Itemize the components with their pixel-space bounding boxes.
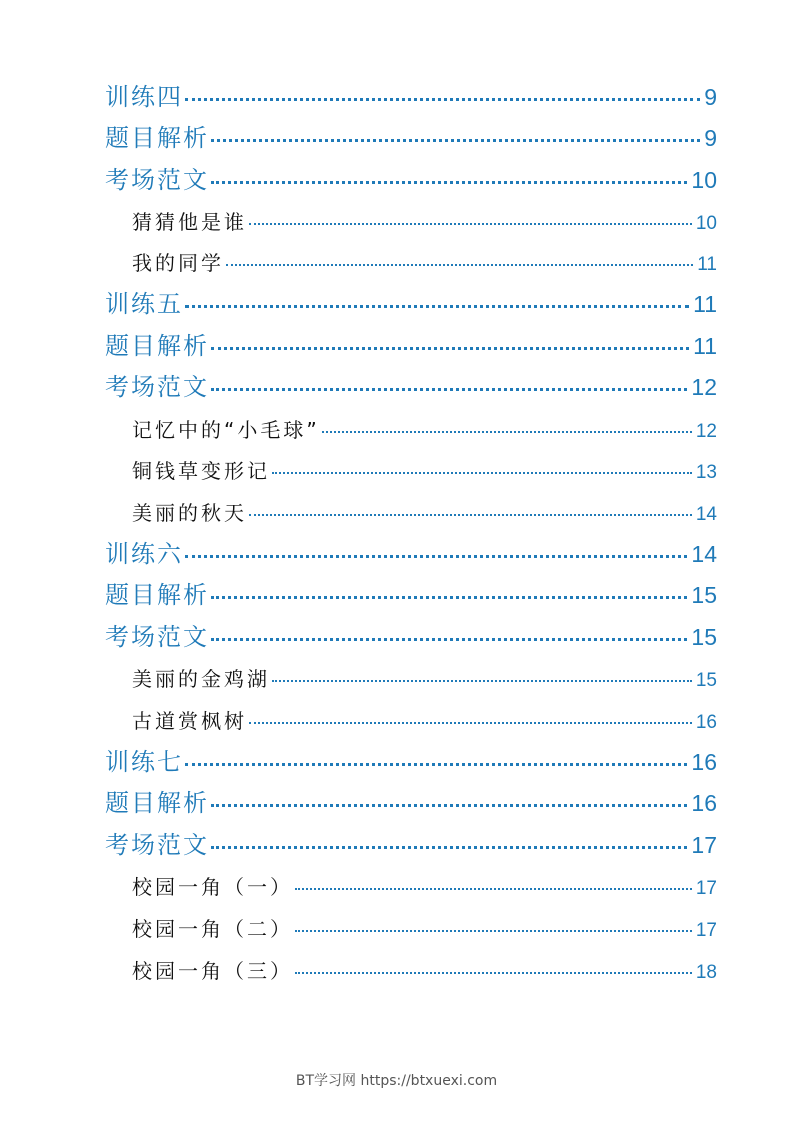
toc-entry-label: 考场范文 [105, 623, 209, 651]
toc-page-number: 11 [693, 333, 717, 359]
dot-leader [249, 708, 692, 728]
toc-page-number: 14 [691, 541, 717, 567]
toc-entry-analysis[interactable] [105, 575, 717, 610]
dot-leader [211, 787, 687, 811]
dot-leader [295, 958, 692, 978]
dot-leader [185, 288, 689, 312]
toc-entry-label: 训练五 [105, 290, 183, 318]
toc-entry-label: 题目解析 [105, 581, 209, 609]
dot-leader [211, 829, 687, 853]
toc-entry-label: 训练六 [105, 540, 183, 568]
toc-page-number: 16 [695, 712, 717, 733]
toc-entry-label: 我的同学 [132, 251, 224, 275]
toc-page-number: 9 [704, 125, 717, 151]
dot-leader [211, 621, 687, 645]
toc-page-number: 15 [695, 670, 717, 691]
toc-page-number: 17 [695, 878, 717, 899]
toc-entry-label: 铜钱草变形记 [132, 459, 270, 483]
dot-leader [249, 500, 692, 520]
toc-entry-label: 题目解析 [105, 332, 209, 360]
dot-leader [211, 122, 700, 146]
toc-subentry[interactable] [132, 871, 717, 900]
toc-entry-analysis[interactable] [105, 326, 717, 361]
toc-entry-label: 校园一角（二） [132, 917, 293, 941]
dot-leader [322, 417, 692, 437]
toc-entry-training-6[interactable] [105, 534, 717, 569]
toc-subentry[interactable] [132, 663, 717, 692]
toc-subentry[interactable] [132, 955, 717, 984]
toc-page-number: 17 [695, 920, 717, 941]
toc-subentry[interactable] [132, 247, 717, 276]
toc-entry-label: 题目解析 [105, 789, 209, 817]
toc-entry-training-5[interactable] [105, 284, 717, 319]
dot-leader [185, 81, 700, 105]
toc-entry-label: 猜猜他是谁 [132, 210, 247, 234]
dot-leader [295, 916, 692, 936]
toc-entry-analysis[interactable] [105, 783, 717, 818]
toc-entry-training-4[interactable] [105, 77, 717, 112]
dot-leader [295, 874, 692, 894]
toc-page-number: 11 [697, 254, 717, 275]
page-footer: BT学习网 https://btxuexi.com [295, 1073, 498, 1089]
dot-leader [211, 164, 687, 188]
toc-page-number: 10 [691, 167, 717, 193]
toc-entry-label: 训练四 [105, 83, 183, 111]
toc-entry-label: 训练七 [105, 748, 183, 776]
dot-leader [185, 538, 687, 562]
toc-entry-label: 校园一角（一） [132, 875, 293, 899]
toc-page-number: 12 [695, 421, 717, 442]
dot-leader [211, 371, 687, 395]
toc-entry-analysis[interactable] [105, 118, 717, 153]
toc-entry-label: 考场范文 [105, 831, 209, 859]
toc-page-number: 15 [691, 582, 717, 608]
toc-entry-model-essays[interactable] [105, 617, 717, 652]
toc-entry-model-essays[interactable] [105, 825, 717, 860]
dot-leader [272, 666, 692, 686]
toc-page-number: 18 [695, 962, 717, 983]
toc-subentry[interactable] [132, 414, 717, 443]
toc-subentry[interactable] [132, 705, 717, 734]
toc-page-number: 11 [693, 291, 717, 317]
toc-entry-label: 美丽的秋天 [132, 501, 247, 525]
toc-entry-label: 考场范文 [105, 373, 209, 401]
toc-entry-label: 考场范文 [105, 166, 209, 194]
dot-leader [249, 209, 692, 229]
toc-entry-model-essays[interactable] [105, 160, 717, 195]
toc-entry-label: 美丽的金鸡湖 [132, 667, 270, 691]
toc-entry-label: 古道赏枫树 [132, 709, 247, 733]
dot-leader [272, 458, 692, 478]
dot-leader [226, 250, 693, 270]
toc-page-number: 9 [704, 84, 717, 110]
toc-entry-training-7[interactable] [105, 742, 717, 777]
toc-page-number: 13 [695, 462, 717, 483]
dot-leader [211, 330, 689, 354]
dot-leader [211, 579, 687, 603]
toc-entry-label: 记忆中的“小毛球” [132, 418, 320, 442]
toc-page-number: 12 [691, 374, 717, 400]
dot-leader [185, 746, 687, 770]
toc-subentry[interactable] [132, 455, 717, 484]
toc-page-number: 14 [695, 504, 717, 525]
toc-entry-label: 校园一角（三） [132, 959, 293, 983]
toc-page-number: 15 [691, 624, 717, 650]
toc-subentry[interactable] [132, 913, 717, 942]
toc-page-number: 16 [691, 790, 717, 816]
toc-entry-label: 题目解析 [105, 124, 209, 152]
toc-page-number: 16 [691, 749, 717, 775]
toc-subentry[interactable] [132, 497, 717, 526]
toc-page-number: 10 [695, 213, 717, 234]
toc-page-number: 17 [691, 832, 717, 858]
toc-subentry[interactable] [132, 206, 717, 235]
toc-entry-model-essays[interactable] [105, 367, 717, 402]
